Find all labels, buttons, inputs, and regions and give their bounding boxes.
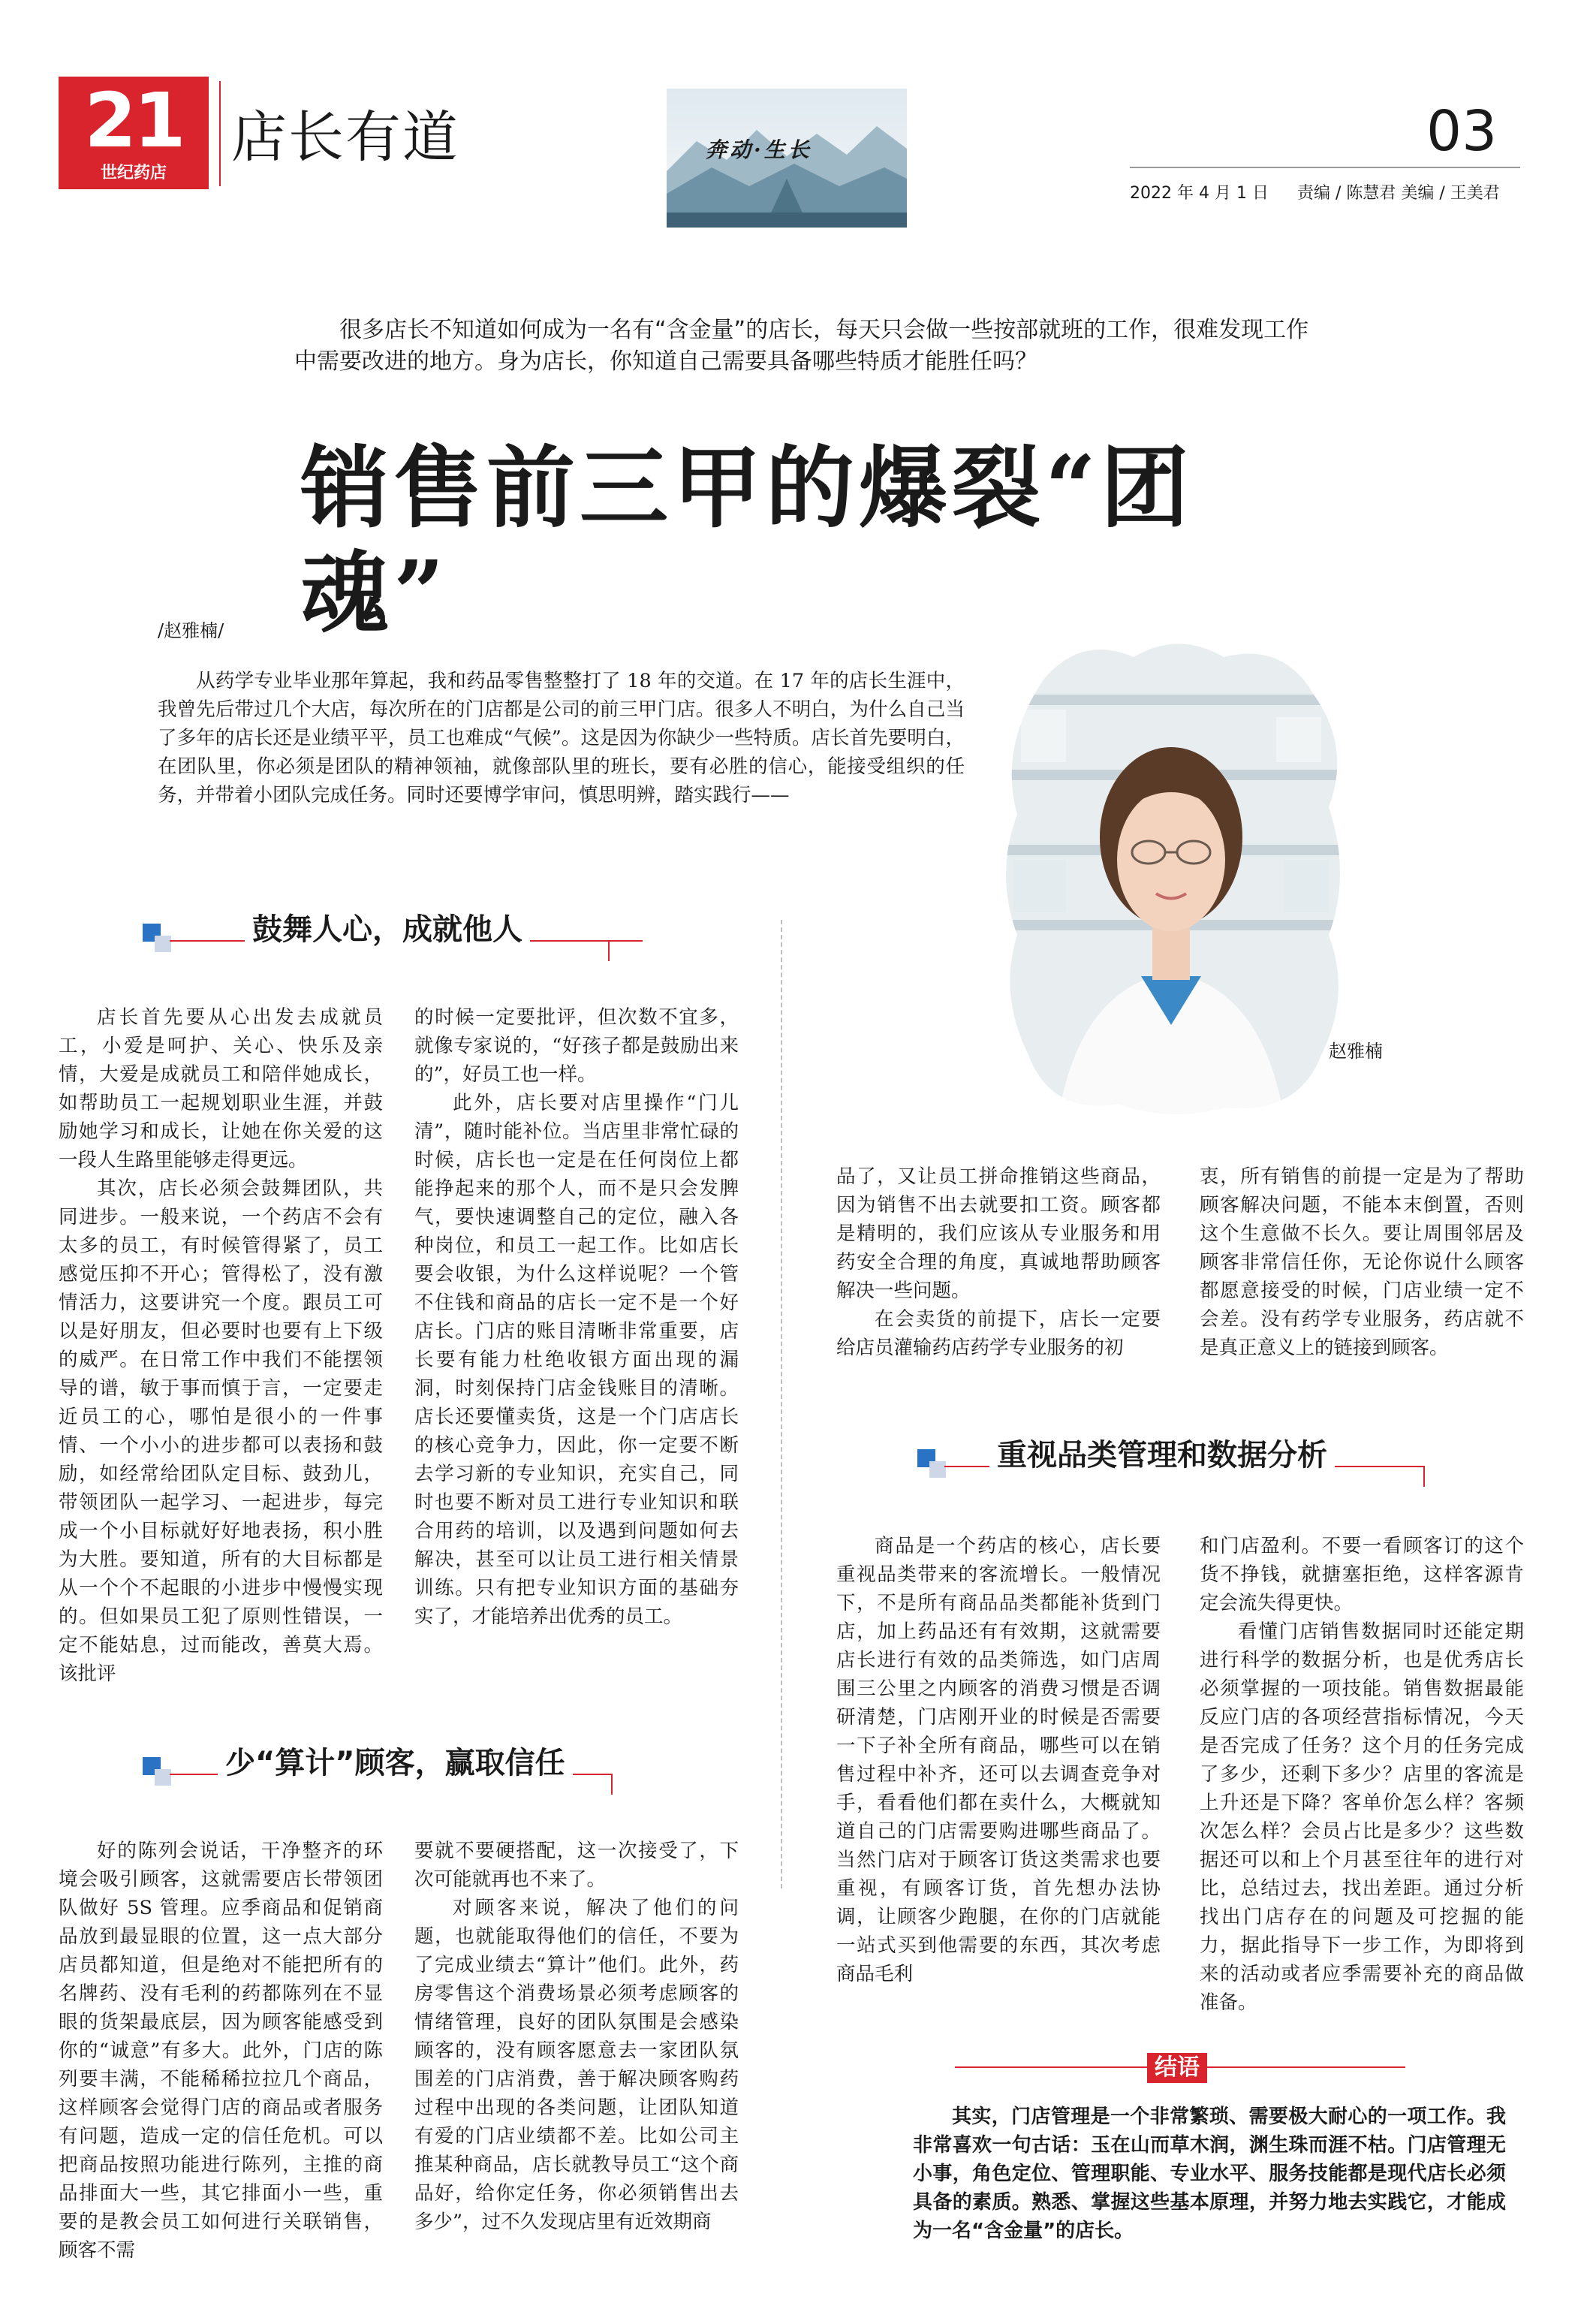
author-photo: [998, 635, 1344, 1115]
section-title: 店长有道: [231, 105, 459, 170]
section3-heading: 重视品类管理和数据分析: [989, 1437, 1335, 1473]
paragraph: 衷，所有销售的前提一定是为了帮助顾客解决问题，不能本末倒置，否则这个生意做不长久。要让周围邻居及顾客非常信任你，无论你说什么顾客都愿意接受的时候，门店业绩一定不会差。没有药学专业服务，药店就不是真正意义上的链接到顾客。: [1200, 1165, 1524, 1359]
section3-column-1: [836, 1532, 1161, 1988]
paragraph: 要就不要硬搭配，这一次接受了，下次可能就再也不来了。: [414, 1840, 739, 1891]
section1-column-2: [414, 1003, 739, 1631]
banner-text: 奔动·生长: [706, 137, 812, 162]
section-heading-rule: [1423, 1466, 1425, 1487]
paragraph: 和门店盈利。不要一看顾客订的这个货不挣钱，就搪塞拒绝，这样客源肯定会流失得更快。: [1200, 1535, 1524, 1614]
byline: /赵雅楠/: [158, 620, 224, 641]
paragraph: 看懂门店销售数据同时还能定期进行科学的数据分析，也是优秀店长必须掌握的一项技能。销售数据最能反应门店的各项经营指标情况，今天是否完成了任务？这个月的任务完成了多少，还剩下多少？店里的客流是上升还是下降？客单价怎么样？客频次怎么样？会员占比是多少？这些数据还可以和上个月甚至往年的进行对比，总结过去，找出差距。通过分析找出门店存在的问题及可挖掘的能力，据此指导下一步工作，为即将到来的活动或者应季需要补充的商品做准备。: [1200, 1620, 1524, 2014]
section1-column-1: [59, 1003, 383, 1688]
header-rule: [1130, 167, 1520, 168]
column-divider: [781, 920, 782, 1889]
paragraph: 品了，又让员工拼命推销这些商品，因为销售不出去就要扣工资。顾客都是精明的，我们应该从专业服务和用药安全合理的角度，真诚地帮助顾客解决一些问题。: [836, 1165, 1161, 1302]
newspaper-logo: [59, 77, 209, 189]
logo-name: 世纪药店: [100, 164, 167, 182]
editors-credit: 责编 / 陈慧君 美编 / 王美君: [1297, 184, 1500, 203]
section-heading-rule: [608, 940, 610, 961]
logo-divider: [219, 81, 221, 186]
article-title: 销售前三甲的爆裂“团魂”: [300, 436, 1194, 645]
section2-heading: 少“算计”顾客，赢取信任: [218, 1745, 573, 1781]
section1-heading: 鼓舞人心，成就他人: [245, 912, 530, 948]
section-marker-icon: [155, 1769, 171, 1786]
section-heading-rule: [611, 1774, 613, 1795]
paragraph: 其次，店长必须会鼓舞团队，共同进步。一般来说，一个药店不会有太多的员工，有时候管得紧了，员工感觉压抑不开心；管得松了，没有激情活力，这要讲究一个度。跟员工可以是好朋友，但必要时也要有上下级的威严。在日常工作中我们不能摆领导的谱，敏于事而慎于言，一定要走近员工的心，哪怕是很小的一件事情、一个小小的进步都可以表扬和鼓励，如经常给团队定目标、鼓劲儿，带领团队一起学习、一起进步，每完成一个小目标就好好地表扬，积小胜为大胜。要知道，所有的大目标都是从一个个不起眼的小进步中慢慢实现的。但如果员工犯了原则性错误，一定不能姑息，过而能改，善莫大焉。该批评: [59, 1177, 383, 1685]
paragraph: 好的陈列会说话，干净整齐的环境会吸引顾客，这就需要店长带领团队做好 5S 管理。应季商品和促销商品放到最显眼的位置，这一点大部分店员都知道，但是绝对不能把所有的名牌药、没有毛利的药都陈列在不显眼的货架最底层，因为顾客能感受到你的“诚意”有多大。此外，门店的陈列要丰满，不能稀稀拉拉几个商品，这样顾客会觉得门店的商品或者服务有问题，造成一定的信任危机。可以把商品按照功能进行陈列，主推的商品排面大一些，其它排面小一些，重要的是教会员工如何进行关联销售，顾客不需: [59, 1840, 383, 2262]
paragraph: 的时候一定要批评，但次数不宜多，就像专家说的，“好孩子都是鼓励出来的”，好员工也一样。: [414, 1006, 739, 1086]
paragraph: 店长首先要从心出发去成就员工，小爱是呵护、关心、快乐及亲情，大爱是成就员工和陪伴她成长，如帮助员工一起规划职业生涯，并鼓励她学习和成长，让她在你关爱的这一段人生路里能够走得更远。: [59, 1006, 383, 1171]
conclusion-label: 结语: [1147, 2053, 1207, 2083]
photo-caption: 赵雅楠: [1329, 1041, 1383, 1062]
section2-column-2: [414, 1837, 739, 2236]
section2-column-1: [59, 1837, 383, 2265]
intro-line-2: 中需要改进的地方。身为店长，你知道自己需要具备哪些特质才能胜任吗？: [294, 348, 1037, 375]
section-marker-icon: [929, 1461, 946, 1478]
page-number: 03: [1426, 99, 1498, 164]
paragraph: 商品是一个药店的核心，店长要重视品类带来的客流增长。一般情况下，不是所有商品品类都能补货到门店，加上药品还有有效期，这就需要店长进行有效的品类筛选，如门店周围三公里之内顾客的消费习惯是否调研清楚，门店刚开业的时候是否需要一下子补全所有商品，哪些可以在销售过程中补齐，还可以去调查竞争对手，看看他们都在卖什么，大概就知道自己的门店需要购进哪些商品了。当然门店对于顾客订货这类需求也要重视，有顾客订货，首先想办法协调，让顾客少跑腿，在你的门店就能一站式买到他需要的东西，其次考虑商品毛利: [836, 1535, 1161, 1985]
conclusion-box: [913, 2103, 1506, 2245]
lead-text: 从药学专业毕业那年算起，我和药品零售整整打了 18 年的交道。在 17 年的店长生涯中，我曾先后带过几个大店，每次所在的门店都是公司的前三甲门店。很多人不明白，为什么自己当了多年的店长还是业绩平平，员工也难成“气候”。这是因为你缺少一些特质。店长首先要明白，在团队里，你必须是团队的精神领袖，就像部队里的班长，要有必胜的信心，能接受组织的任务，并带着小团队完成任务。同时还要博学审问，慎思明辨，踏实践行——: [158, 670, 965, 806]
paragraph: 此外，店长要对店里操作“门儿清”，随时能补位。当店里非常忙碌的时候，店长也一定是在任何岗位上都能挣起来的那个人，而不是只会发脾气，要快速调整自己的定位，融入各种岗位，和员工一起工作。比如店长要会收银，为什么这样说呢？一个管不住钱和商品的店长一定不是一个好店长。门店的账目清晰非常重要，店长要有能力杜绝收银方面出现的漏洞，时刻保持门店金钱账目的清晰。店长还要懂卖货，这是一个门店店长的核心竞争力，因此，你一定要不断去学习新的专业知识，充实自己，同时也要不断对员工进行专业知识和联合用药的培训，以及遇到问题如何去解决，甚至可以让员工进行相关情景训练。只有把专业知识方面的基础夯实了，才能培养出优秀的员工。: [414, 1092, 739, 1628]
paragraph: 在会卖货的前提下，店长一定要给店员灌输药店药学专业服务的初: [836, 1308, 1161, 1359]
section3-column-2: [1200, 1532, 1524, 2017]
section2-column-3: [836, 1162, 1161, 1362]
lead-paragraph: [158, 667, 965, 809]
conclusion-text: 其实，门店管理是一个非常繁琐、需要极大耐心的一项工作。我非常喜欢一句古话：玉在山而草木润，渊生珠而涯不枯。门店管理无小事，角色定位、管理职能、专业水平、服务技能都是现代店长必须具备的素质。熟悉、掌握这些基本原理，并努力地去实践它，才能成为一名“含金量”的店长。: [913, 2106, 1506, 2242]
section-marker-icon: [155, 936, 171, 952]
logo-number: 21: [84, 77, 183, 164]
intro-line-1: 很多店长不知道如何成为一名有“含金量”的店长，每天只会做一些按部就班的工作，很难发现工作: [339, 317, 1309, 343]
section2-column-4: [1200, 1162, 1524, 1362]
paragraph: 对顾客来说，解决了他们的问题，也就能取得他们的信任，不要为了完成业绩去“算计”他们。此外，药房零售这个消费场景必须考虑顾客的情绪管理，良好的团队氛围是会感染顾客的，没有顾客愿意去一家团队氛围差的门店消费，善于解决顾客购药过程中出现的各类问题，让团队知道有爱的门店业绩都不差。比如公司主推某种商品，店长就教导员工“这个商品好，给你定任务，你必须销售出去多少”，过不久发现店里有近效期商: [414, 1897, 739, 2233]
issue-date: 2022 年 4 月 1 日: [1130, 184, 1269, 203]
